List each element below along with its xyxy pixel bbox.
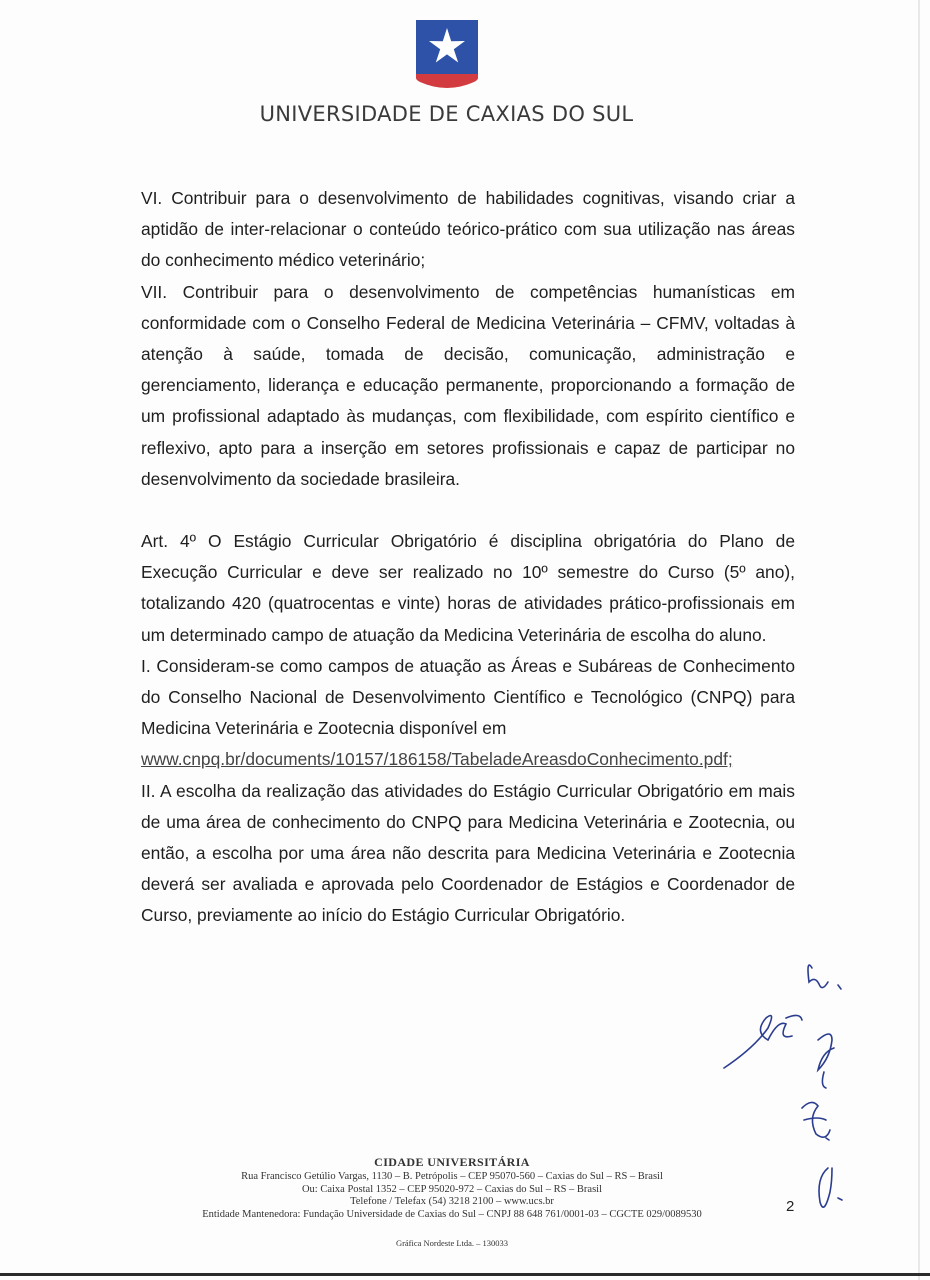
footer bbox=[0, 1155, 904, 1248]
article-4: Art. 4º O Estágio Curricular Obrigatório é disciplina obrigatória do Plano de Execução Curricular e deve ser realizado no 10º semestre do Curso (5º ano), totalizando 420 (quatrocentas e vinte) horas de atividades prático-profissionais em um determinado campo de atuação da Medicina Veterinária de escolha do aluno. bbox=[141, 531, 795, 645]
cnpq-link[interactable]: www.cnpq.br/documents/10157/186158/TabeladeAreasdoConhecimento.pdf; bbox=[141, 749, 733, 770]
footer-printer: Gráfica Nordeste Ltda. – 130033 bbox=[395, 1238, 509, 1248]
page-bottom-edge bbox=[0, 1273, 930, 1276]
letterhead bbox=[0, 20, 893, 126]
footer-maintainer: Entidade Mantenedora: Fundação Universidade de Caxias do Sul – CNPJ 88 648 761/0001-03 – CGCTE 029/0089530 bbox=[202, 1208, 702, 1220]
footer-title: CIDADE UNIVERSITÁRIA bbox=[374, 1155, 530, 1169]
item-i bbox=[141, 651, 795, 776]
footer-address: Rua Francisco Getúlio Vargas, 1130 – B. Petrópolis – CEP 95070-560 – Caxias do Sul – RS – Brasil bbox=[241, 1171, 663, 1182]
page-number: 2 bbox=[786, 1198, 795, 1215]
star-shield-icon bbox=[416, 20, 478, 94]
paragraph-vii: VII. Contribuir para o desenvolvimento de competências humanísticas em conformidade com o Conselho Federal de Medicina Veterinária – CFMV, voltadas à atenção à saúde, tomada de decisão, comunicação, administração e gerenciamento, liderança e educação permanente, proporcionando a formação de um profissional adaptado às mudanças, com flexibilidade, com espírito científico e reflexivo, apto para a inserção em setores profissionais e capaz de participar no desenvolvimento da sociedade brasileira. bbox=[141, 281, 795, 489]
university-name: UNIVERSIDADE DE CAXIAS DO SUL bbox=[259, 102, 634, 126]
item-ii: II. A escolha da realização das atividades do Estágio Curricular Obrigatório em mais de uma área de conhecimento do CNPQ para Medicina Veterinária e Zootecnia, ou então, a escolha por uma área não descrita para Medicina Veterinária e Zootecnia deverá ser avaliada e aprovada pelo Coordenador de Estágios e Coordenador de Curso, previamente ao início do Estágio Curricular Obrigatório. bbox=[141, 780, 795, 926]
item-i-text: I. Consideram-se como campos de atuação as Áreas e Subáreas de Conhecimento do Conselho Nacional de Desenvolvimento Científico e Tecnológico (CNPQ) para Medicina Veterinária e Zootecnia disponível em bbox=[141, 655, 795, 739]
document-body bbox=[141, 183, 795, 932]
footer-phone: Telefone / Telefax (54) 3218 2100 – www.ucs.br bbox=[350, 1196, 554, 1207]
footer-postal-box: Ou: Caixa Postal 1352 – CEP 95020-972 – Caxias do Sul – RS – Brasil bbox=[301, 1183, 603, 1195]
paragraph-vi: VI. Contribuir para o desenvolvimento de habilidades cognitivas, visando criar a aptidão de inter-relacionar o conteúdo teórico-prático com sua utilização nas áreas do conhecimento médico veterinário; bbox=[141, 188, 795, 271]
page-edge-shadow bbox=[918, 0, 920, 1280]
